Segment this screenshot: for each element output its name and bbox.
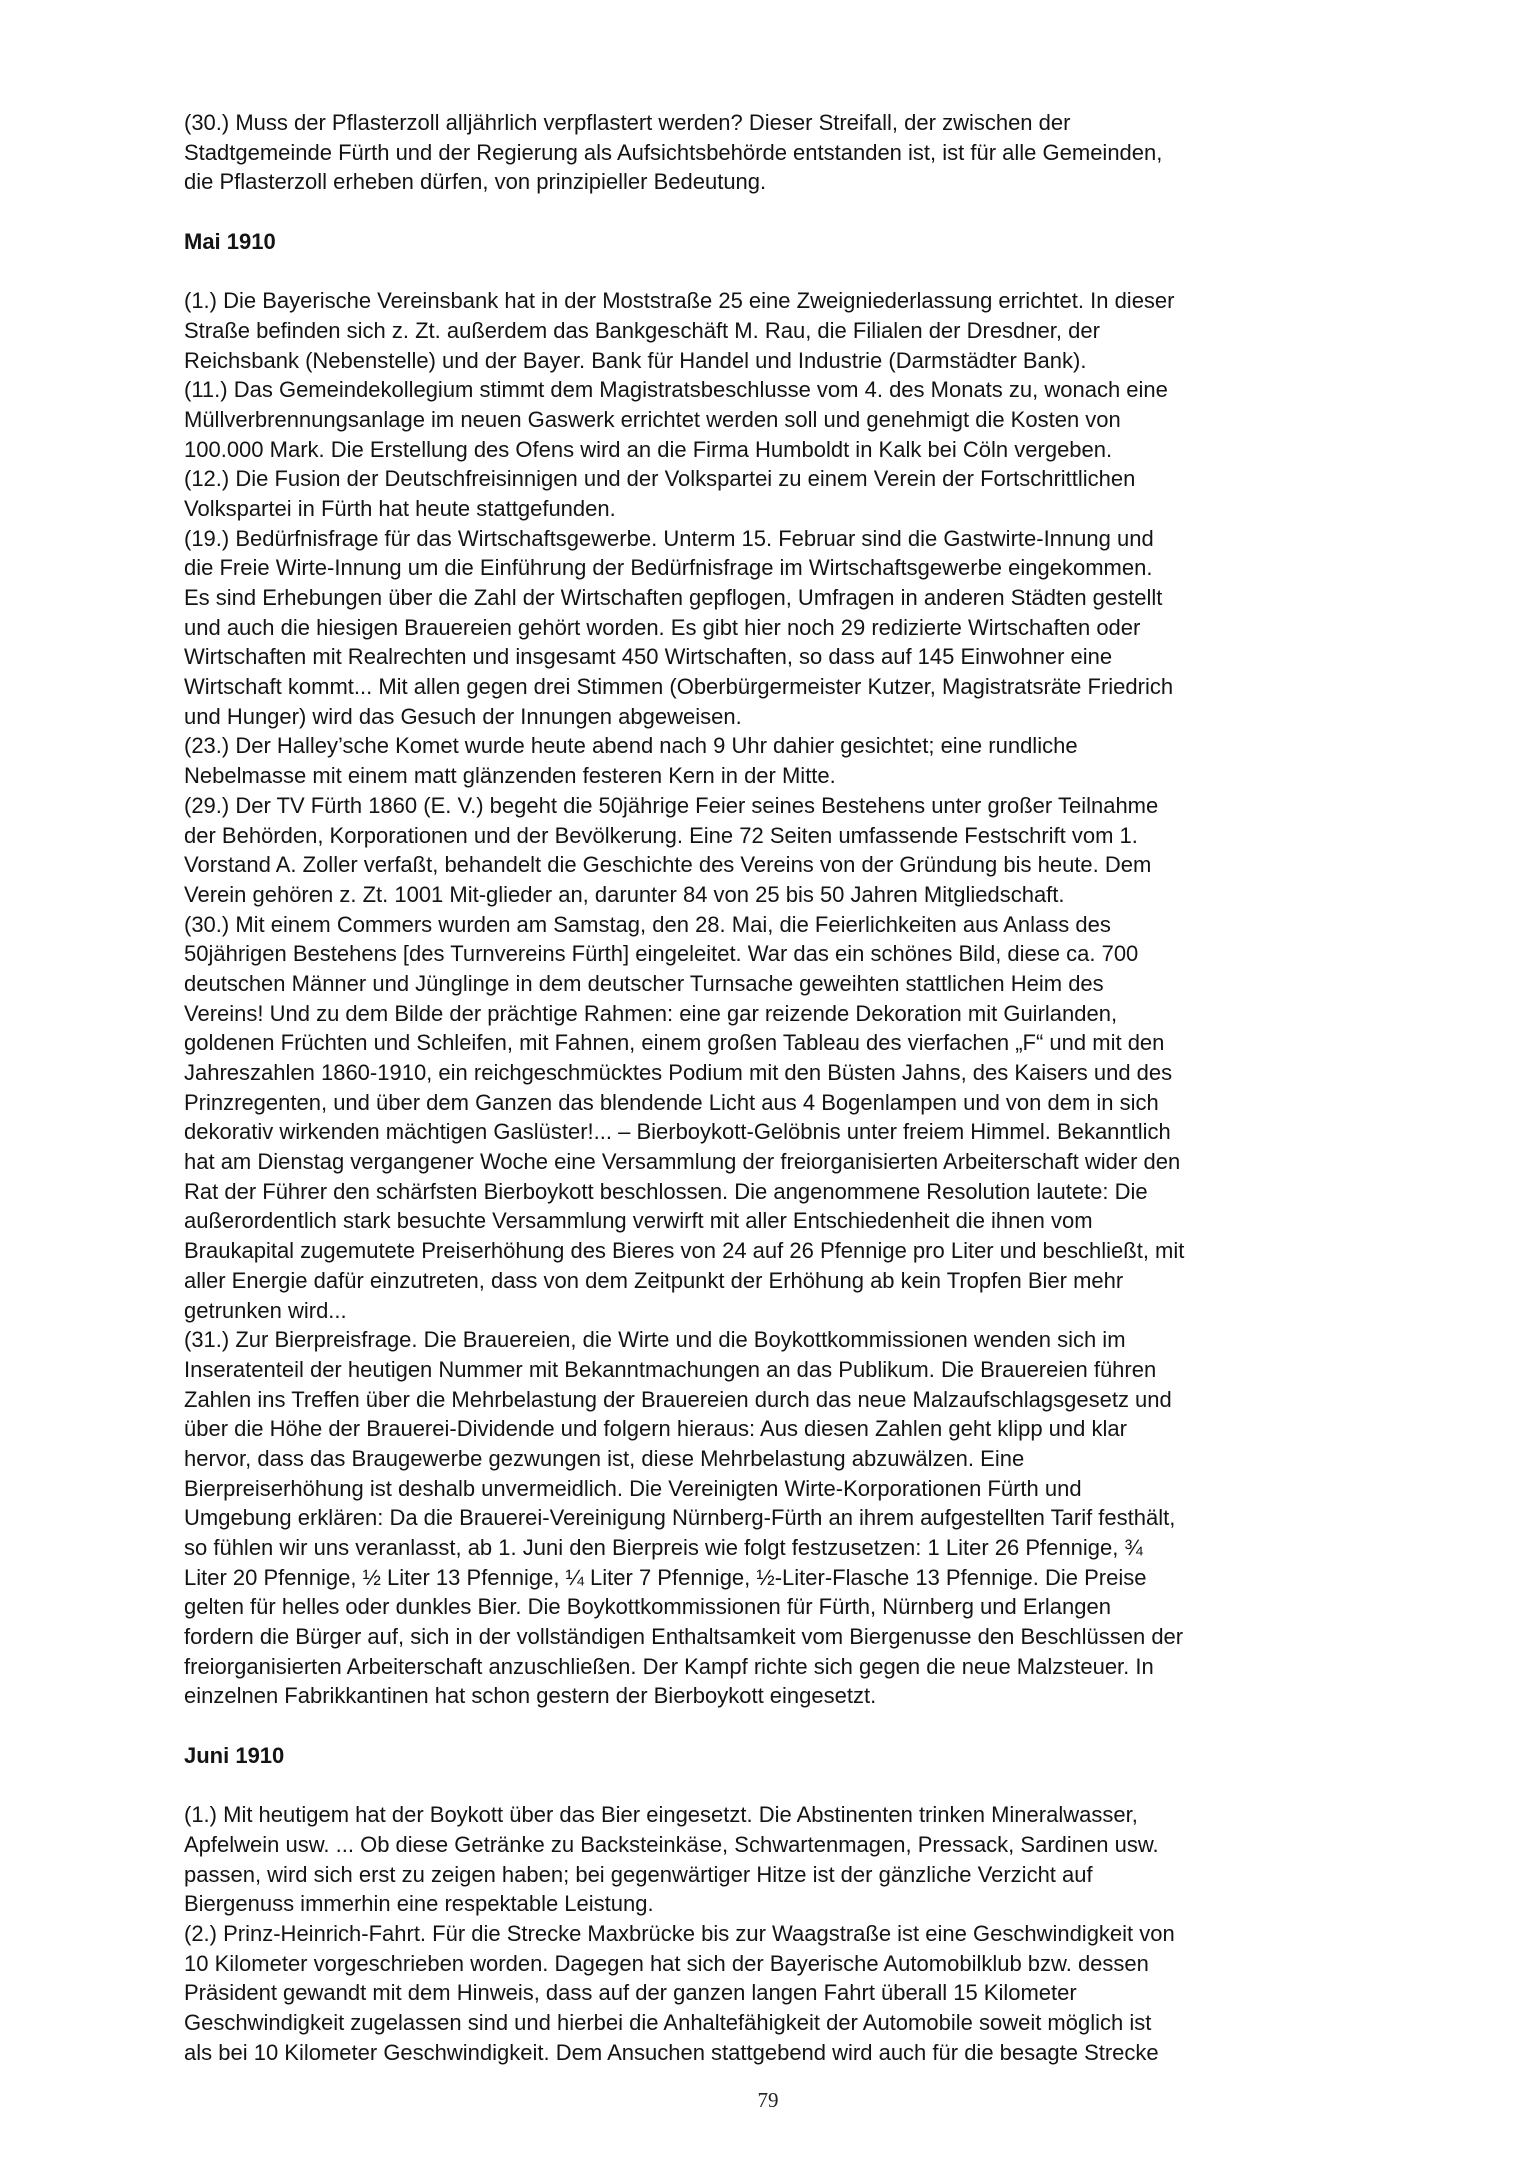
text-line: der Behörden, Korporationen und der Bevölkerung. Eine 72 Seiten umfassende Festschrift vom 1. xyxy=(184,822,1138,848)
text-line: (1.) Mit heutigem hat der Boykott über das Bier eingesetzt. Die Abstinenten trinken Mineralwasser, xyxy=(184,1802,1138,1828)
text-line: hat am Dienstag vergangener Woche eine Versammlung der freiorganisierten Arbeiterschaft wider den xyxy=(184,1149,1181,1175)
text-line: Biergenuss immerhin eine respektable Leistung. xyxy=(184,1891,654,1917)
text-line: (12.) Die Fusion der Deutschfreisinnigen und der Volkspartei zu einem Verein der Fortschrittlichen xyxy=(184,466,1136,492)
text-line: Straße befinden sich z. Zt. außerdem das Bankgeschäft M. Rau, die Filialen der Dresdner, der xyxy=(184,317,1100,343)
text-line: Stadtgemeinde Fürth und der Regierung als Aufsichtsbehörde entstanden ist, ist für alle Gemeinden, xyxy=(184,139,1163,165)
text-line: (1.) Die Bayerische Vereinsbank hat in der Moststraße 25 eine Zweigniederlassung errichtet. In dieser xyxy=(184,288,1175,314)
text-line: Apfelwein usw. ... Ob diese Getränke zu Backsteinkäse, Schwartenmagen, Pressack, Sardinen usw. xyxy=(184,1831,1159,1857)
text-line: dekorativ wirkenden mächtigen Gaslüster!... – Bierboykott-Gelöbnis unter freiem Himmel. Bekanntlich xyxy=(184,1119,1171,1145)
text-line: hervor, dass das Braugewerbe gezwungen ist, diese Mehrbelastung abzuwälzen. Eine xyxy=(184,1445,1025,1471)
text-line: einzelnen Fabrikkantinen hat schon gestern der Bierboykott eingesetzt. xyxy=(184,1683,877,1709)
spacer xyxy=(184,1711,1384,1741)
spacer xyxy=(184,256,1384,286)
text-line: Liter 20 Pfennige, ½ Liter 13 Pfennige, ¼ Liter 7 Pfennige, ½-Liter-Flasche 13 Pfennige. Die Preise xyxy=(184,1564,1147,1590)
text-line: (30.) Mit einem Commers wurden am Samstag, den 28. Mai, die Feierlichkeiten aus Anlass des xyxy=(184,911,1111,937)
document-page xyxy=(184,108,1384,2067)
entry-paragraph xyxy=(184,524,1384,732)
text-line: Wirtschaften mit Realrechten und insgesamt 450 Wirtschaften, so dass auf 145 Einwohner eine xyxy=(184,644,1113,670)
text-line: Müllverbrennungsanlage im neuen Gaswerk errichtet werden soll und genehmigt die Kosten von xyxy=(184,406,1121,432)
entry-paragraph xyxy=(184,1325,1384,1711)
entry-paragraph xyxy=(184,464,1384,523)
entry-paragraph xyxy=(184,286,1384,375)
text-line: Wirtschaft kommt... Mit allen gegen drei Stimmen (Oberbürgermeister Kutzer, Magistratsräte Friedrich xyxy=(184,674,1174,700)
text-line: passen, wird sich erst zu zeigen haben; bei gegenwärtiger Hitze ist der gänzliche Verzicht auf xyxy=(184,1861,1093,1887)
text-line: die Freie Wirte-Innung um die Einführung der Bedürfnisfrage im Wirtschaftsgewerbe eingekommen. xyxy=(184,555,1153,581)
entry-paragraph xyxy=(184,1919,1384,2067)
text-line: Volkspartei in Fürth hat heute stattgefunden. xyxy=(184,495,616,521)
entry-paragraph xyxy=(184,791,1384,910)
text-line: Vorstand A. Zoller verfaßt, behandelt die Geschichte des Vereins von der Gründung bis heute. Dem xyxy=(184,852,1152,878)
page-number: 79 xyxy=(757,2088,779,2112)
text-line: außerordentlich stark besuchte Versammlung verwirft mit aller Entschiedenheit die ihnen vom xyxy=(184,1208,1093,1234)
text-line: (11.) Das Gemeindekollegium stimmt dem Magistratsbeschlusse vom 4. des Monats zu, wonach eine xyxy=(184,377,1168,403)
text-line: Es sind Erhebungen über die Zahl der Wirtschaften gepflogen, Umfragen in anderen Städten gestellt xyxy=(184,585,1163,610)
text-line: 100.000 Mark. Die Erstellung des Ofens wird an die Firma Humboldt in Kalk bei Cöln vergeben. xyxy=(184,436,1113,462)
text-line: 10 Kilometer vorgeschrieben worden. Dagegen hat sich der Bayerische Automobilklub bzw. dessen xyxy=(184,1950,1149,1976)
text-line: (29.) Der TV Fürth 1860 (E. V.) begeht die 50jährige Feier seines Bestehens unter großer Teilnahme xyxy=(184,792,1159,818)
text-line: (23.) Der Halley’sche Komet wurde heute abend nach 9 Uhr dahier gesichtet; eine rundliche xyxy=(184,733,1078,759)
text-line: Umgebung erklären: Da die Brauerei-Vereinigung Nürnberg-Fürth an ihrem aufgestellten Tarif festhält, xyxy=(184,1505,1176,1531)
text-line: Jahreszahlen 1860-1910, ein reichgeschmücktes Podium mit den Büsten Jahns, des Kaisers und des xyxy=(184,1060,1173,1085)
text-line: über die Höhe der Brauerei-Dividende und folgern hieraus: Aus diesen Zahlen geht klipp und klar xyxy=(184,1416,1127,1442)
text-line: Bierpreiserhöhung ist deshalb unvermeidlich. Die Vereinigten Wirte-Korporationen Fürth und xyxy=(184,1475,1082,1501)
text-line: und auch die hiesigen Brauereien gehört worden. Es gibt hier noch 29 redizierte Wirtschaften oder xyxy=(184,614,1141,640)
text-line: Nebelmasse mit einem matt glänzenden festeren Kern in der Mitte. xyxy=(184,763,836,789)
text-line: deutschen Männer und Jünglinge in dem deutscher Turnsache geweihten stattlichen Heim des xyxy=(184,970,1104,996)
text-line: Rat der Führer den schärfsten Bierboykott beschlossen. Die angenommene Resolution lautete: Die xyxy=(184,1178,1148,1204)
entry-paragraph xyxy=(184,910,1384,1326)
text-line: Inseratenteil der heutigen Nummer mit Bekanntmachungen an das Publikum. Die Brauereien führen xyxy=(184,1356,1157,1382)
text-line: (19.) Bedürfnisfrage für das Wirtschaftsgewerbe. Unterm 15. Februar sind die Gastwirte-Innung und xyxy=(184,525,1154,551)
text-line: freiorganisierten Arbeiterschaft anzuschließen. Der Kampf richte sich gegen die neue Malzsteuer. In xyxy=(184,1653,1154,1679)
text-line: Reichsbank (Nebenstelle) und der Bayer. Bank für Handel und Industrie (Darmstädter Bank). xyxy=(184,347,1087,373)
text-line: (31.) Zur Bierpreisfrage. Die Brauereien, die Wirte und die Boykottkommissionen wenden sich im xyxy=(184,1327,1126,1353)
text-line: (30.) Muss der Pflasterzoll alljährlich verpflastert werden? Dieser Streifall, der zwischen der xyxy=(184,110,1071,135)
text-line: gelten für helles oder dunkles Bier. Die Boykottkommissionen für Fürth, Nürnberg und Erlangen xyxy=(184,1594,1111,1620)
entry-paragraph xyxy=(184,108,1384,197)
text-line: (2.) Prinz-Heinrich-Fahrt. Für die Strecke Maxbrücke bis zur Waagstraße ist eine Geschwindigkeit von xyxy=(184,1920,1175,1946)
text-line: fordern die Bürger auf, sich in der vollständigen Enthaltsamkeit vom Biergenusse den Beschlüssen der xyxy=(184,1624,1184,1650)
spacer xyxy=(184,197,1384,227)
text-line: die Pflasterzoll erheben dürfen, von prinzipieller Bedeutung. xyxy=(184,169,767,195)
text-line: Vereins! Und zu dem Bilde der prächtige Rahmen: eine gar reizende Dekoration mit Guirlanden, xyxy=(184,1000,1118,1026)
text-line: und Hunger) wird das Gesuch der Innungen abgeweisen. xyxy=(184,703,742,729)
text-line: Geschwindigkeit zugelassen sind und hierbei die Anhaltefähigkeit der Automobile soweit möglich ist xyxy=(184,2010,1152,2035)
text-line: Braukapital zugemutete Preiserhöhung des Bieres von 24 auf 26 Pfennige pro Liter und beschließt, mit xyxy=(184,1238,1185,1264)
section-heading: Mai 1910 xyxy=(184,228,276,254)
text-line: Prinzregenten, und über dem Ganzen das blendende Licht aus 4 Bogenlampen und von dem in sich xyxy=(184,1089,1159,1115)
section-heading: Juni 1910 xyxy=(184,1742,285,1768)
text-line: so fühlen wir uns veranlasst, ab 1. Juni den Bierpreis wie folgt festzusetzen: 1 Liter 26 Pfennige, ¾ xyxy=(184,1535,1143,1560)
text-line: als bei 10 Kilometer Geschwindigkeit. Dem Ansuchen stattgebend wird auch für die besagte Strecke xyxy=(184,2039,1159,2065)
text-line: getrunken wird... xyxy=(184,1297,347,1323)
entry-paragraph xyxy=(184,1800,1384,1919)
text-line: Verein gehören z. Zt. 1001 Mit-glieder an, darunter 84 von 25 bis 50 Jahren Mitgliedschaft. xyxy=(184,881,1065,907)
text-line: aller Energie dafür einzutreten, dass von dem Zeitpunkt der Erhöhung ab kein Tropfen Bier mehr xyxy=(184,1267,1124,1293)
text-line: 50jährigen Bestehens [des Turnvereins Fürth] eingeleitet. War das ein schönes Bild, diese ca. 700 xyxy=(184,941,1139,967)
text-line: Zahlen ins Treffen über die Mehrbelastung der Brauereien durch das neue Malzaufschlagsgesetz und xyxy=(184,1386,1172,1412)
text-line: Präsident gewandt mit dem Hinweis, dass auf der ganzen langen Fahrt überall 15 Kilometer xyxy=(184,1980,1077,2006)
text-line: goldenen Früchten und Schleifen, mit Fahnen, einem großen Tableau des vierfachen „F“ und mit den xyxy=(184,1030,1165,1056)
spacer xyxy=(184,1771,1384,1801)
entry-paragraph xyxy=(184,731,1384,790)
entry-paragraph xyxy=(184,375,1384,464)
